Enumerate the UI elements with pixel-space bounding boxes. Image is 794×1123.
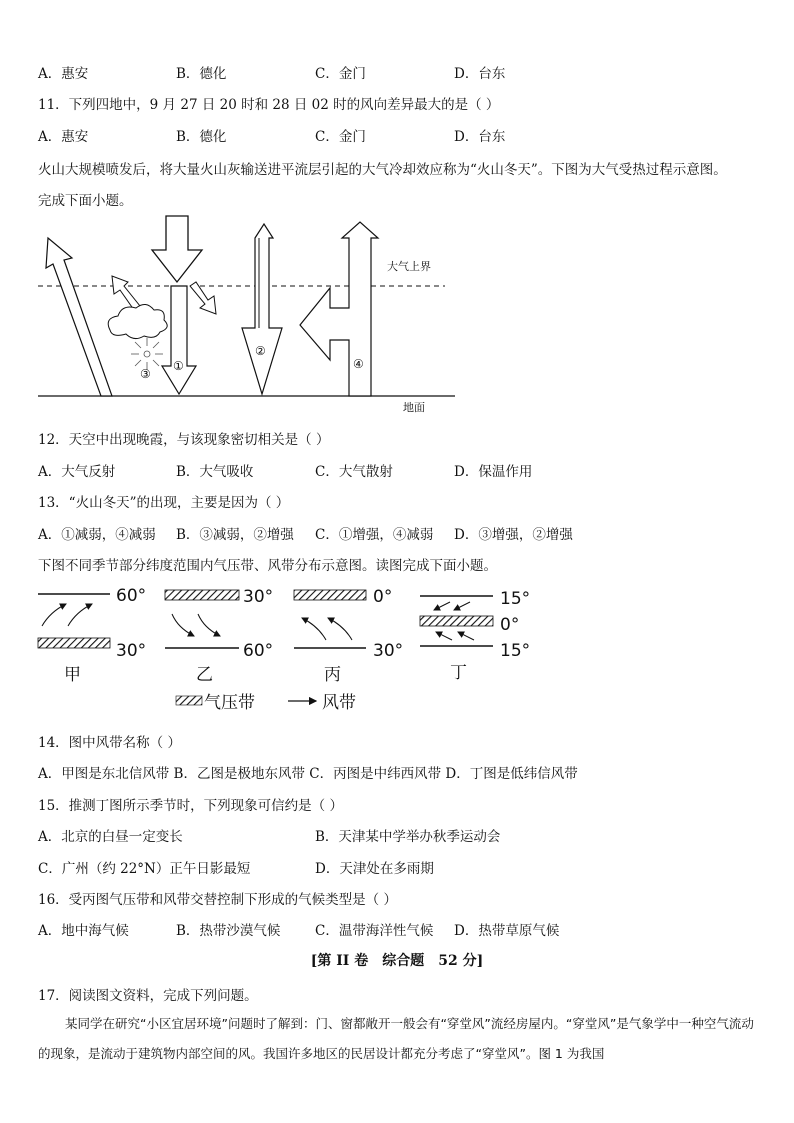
q13-option-b: B．③减弱，②增强 — [176, 527, 294, 543]
q11-stem: 11．下列四地中，9 月 27 日 20 时和 28 日 02 时的风向差异最大的是（ ） — [38, 97, 500, 113]
q16-option-b: B．热带沙漠气候 — [176, 923, 281, 939]
q12-stem: 12．天空中出现晚霞，与该现象密切相关是（ ） — [38, 432, 330, 448]
ground-reflection-arrow — [46, 238, 112, 396]
yi-pressure-belt — [165, 590, 239, 600]
legend-pressure-swatch — [176, 696, 202, 705]
q13-option-d: D．③增强，②增强 — [454, 527, 573, 543]
q14-stem: 14．图中风带名称（ ） — [38, 735, 181, 751]
bing-name: 丙 — [324, 665, 341, 685]
q10-option-c: C．金门 — [315, 66, 366, 82]
panel-yi — [165, 587, 273, 685]
q10-option-d: D．台东 — [454, 66, 506, 82]
legend — [176, 693, 356, 713]
q15-option-a: A．北京的白昼一定变长 — [38, 829, 183, 845]
jia-pressure-belt — [38, 638, 110, 648]
yi-name: 乙 — [196, 665, 213, 685]
scattering-icon — [131, 338, 163, 370]
q11-option-d: D．台东 — [454, 129, 506, 145]
yi-bottom-lat: 60° — [243, 641, 274, 661]
arrow-4-ground-radiation — [300, 222, 378, 396]
jia-name: 甲 — [64, 665, 81, 685]
q10-option-a: A．惠安 — [38, 66, 89, 82]
pressure-wind-belt-diagram — [0, 580, 794, 720]
bing-pressure-belt — [294, 590, 366, 600]
belts-intro: 下图不同季节部分纬度范围内气压带、风带分布示意图。读图完成下面小题。 — [38, 558, 497, 574]
ding-name: 丁 — [450, 663, 467, 683]
q11-option-b: B．德化 — [176, 129, 227, 145]
q16-option-c: C．温带海洋性气候 — [315, 923, 434, 939]
bing-bottom-lat: 30° — [373, 641, 404, 661]
q17-paragraph: 某同学在研究“小区宜居环境”问题时了解到：门、窗都敞开一般会有“穿堂风”流经房屋内。“穿堂风”是气象学中一种空气流动的现象，是流动于建筑物内部空间的风。我国许多地区的民居设计都充分考虑了“穿堂风”。图 1 为我国 — [38, 1016, 754, 1061]
q15-option-d: D．天津处在多雨期 — [315, 861, 434, 877]
ding-top-lat: 15° — [500, 589, 531, 609]
label-1: ① — [173, 359, 184, 373]
volcano-intro-line2: 完成下面小题。 — [38, 193, 133, 209]
q10-option-b: B．德化 — [176, 66, 227, 82]
ground-label: 地面 — [403, 401, 425, 414]
arrow-2-counter-radiation — [242, 224, 282, 394]
ding-pressure-belt — [420, 616, 493, 626]
yi-top-lat: 30° — [243, 587, 274, 607]
panel-jia — [38, 586, 146, 685]
q12-option-d: D．保温作用 — [454, 464, 533, 480]
label-4: ④ — [353, 357, 364, 371]
q15-option-c: C．广州（约 22°N）正午日影最短 — [38, 861, 251, 877]
q11-option-a: A．惠安 — [38, 129, 89, 145]
panel-bing — [294, 587, 403, 685]
reflection-arrow-left — [112, 276, 140, 310]
q14-options: A．甲图是东北信风带 B．乙图是极地东风带 C．丙图是中纬西风带 D．丁图是低纬信风带 — [38, 766, 578, 782]
q16-option-d: D．热带草原气候 — [454, 923, 560, 939]
q17-stem: 17．阅读图文资料，完成下列问题。 — [38, 988, 258, 1004]
ding-mid-lat: 0° — [500, 615, 520, 635]
q16-option-a: A．地中海气候 — [38, 923, 129, 939]
arrow-1-ground-radiation — [162, 286, 196, 394]
jia-top-lat: 60° — [116, 586, 147, 606]
legend-pressure-label: 气压带 — [204, 693, 255, 713]
atmosphere-top-label: 大气上界 — [387, 260, 431, 273]
cloud-icon — [108, 304, 167, 338]
label-3: ③ — [140, 367, 151, 381]
section-heading: [第 II 卷 综合题 52 分] — [310, 953, 484, 969]
q15-stem: 15．推测丁图所示季节时，下列现象可信约是（ ） — [38, 798, 343, 814]
atmosphere-heating-diagram — [0, 210, 794, 420]
ding-bottom-lat: 15° — [500, 641, 531, 661]
q11-option-c: C．金门 — [315, 129, 366, 145]
solar-radiation-arrow — [152, 216, 202, 282]
q13-stem: 13．“火山冬天”的出现，主要是因为（ ） — [38, 495, 290, 511]
panel-ding — [420, 589, 530, 683]
q15-option-b: B．天津某中学举办秋季运动会 — [315, 829, 501, 845]
q12-option-c: C．大气散射 — [315, 464, 393, 480]
q13-option-c: C．①增强，④减弱 — [315, 527, 434, 543]
q16-stem: 16．受丙图气压带和风带交替控制下形成的气候类型是（ ） — [38, 892, 397, 908]
q12-option-b: B．大气吸收 — [176, 464, 254, 480]
legend-wind-label: 风带 — [322, 693, 356, 713]
q13-option-a: A．①减弱，④减弱 — [38, 527, 156, 543]
volcano-intro-line1: 火山大规模喷发后，将大量火山灰输送进平流层引起的大气冷却效应称为“火山冬天”。下图为大气受热过程示意图。 — [38, 162, 727, 178]
bing-top-lat: 0° — [373, 587, 393, 607]
label-2: ② — [255, 344, 266, 358]
jia-bottom-lat: 30° — [116, 641, 147, 661]
q12-option-a: A．大气反射 — [38, 464, 116, 480]
reflection-arrow-right — [190, 282, 216, 314]
